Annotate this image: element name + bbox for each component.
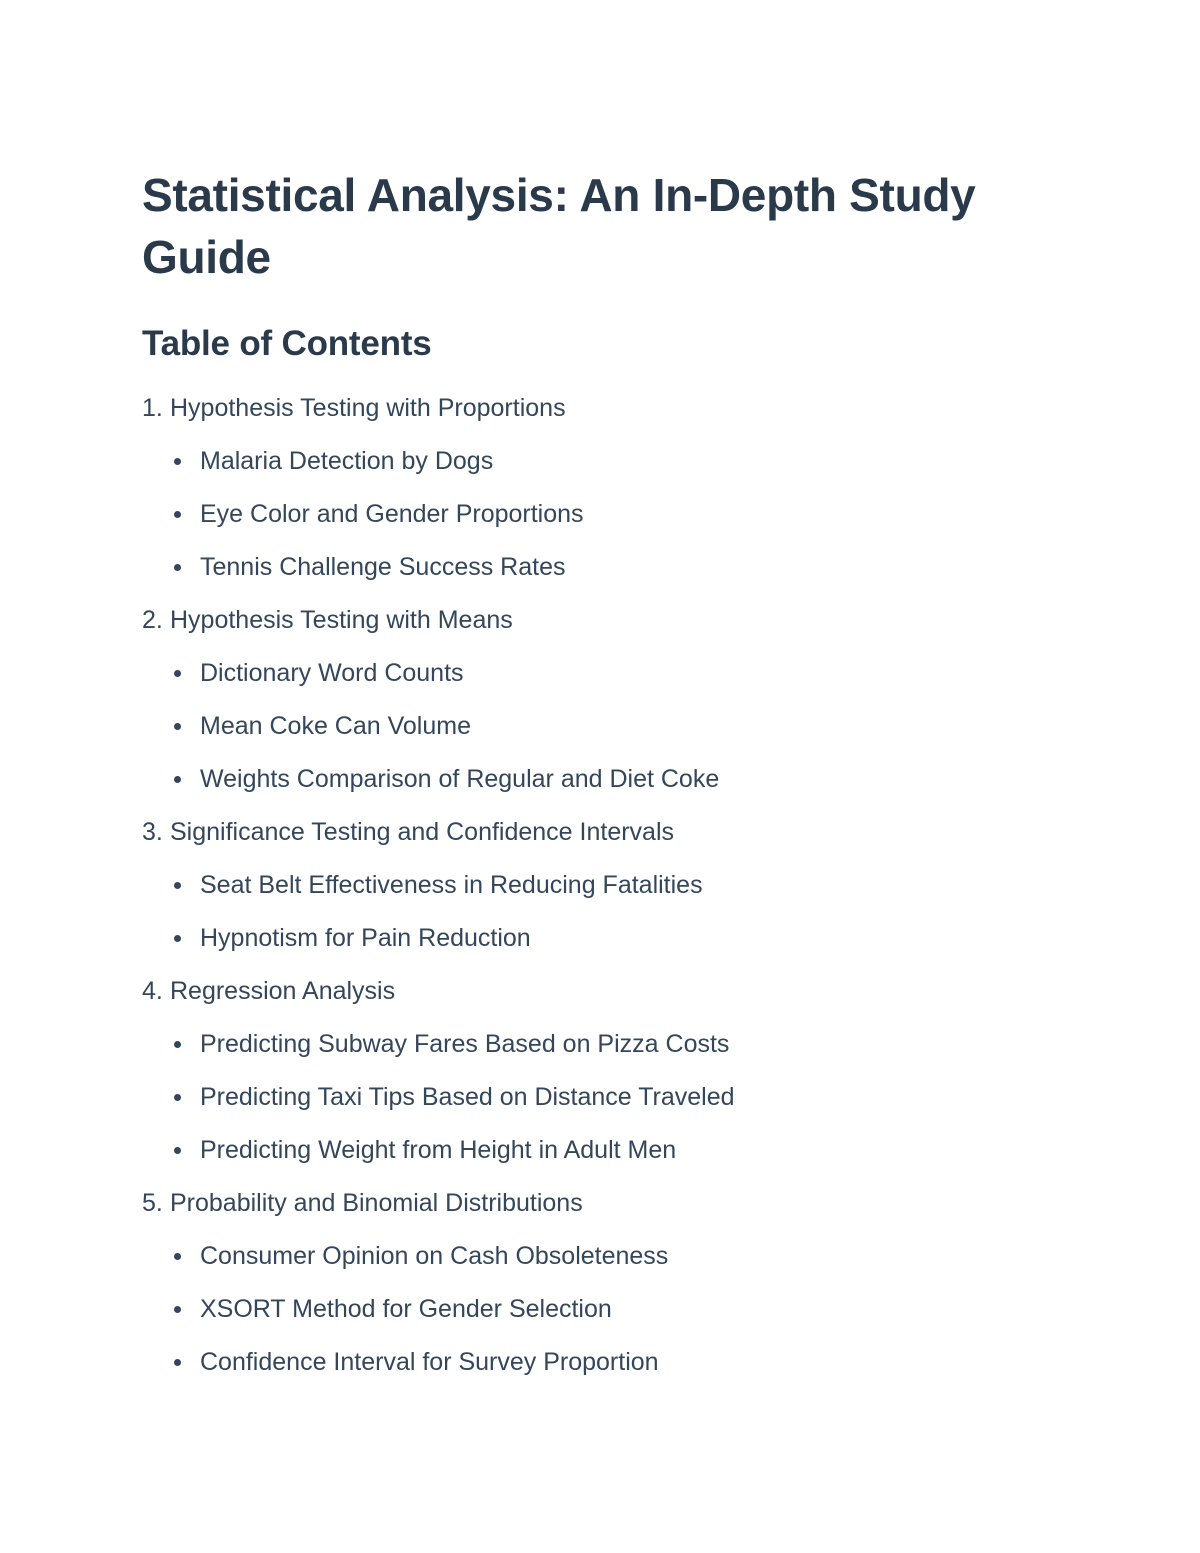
bullet-icon (174, 511, 181, 518)
bullet-icon (174, 564, 181, 571)
bullet-icon (174, 670, 181, 677)
toc-heading: Table of Contents (142, 324, 432, 363)
toc-subitem (142, 502, 1062, 555)
toc-subitem (142, 1032, 1062, 1085)
toc-subitem-label: Eye Color and Gender Proportions (200, 500, 584, 528)
bullet-icon (174, 776, 181, 783)
bullet-icon (174, 1094, 181, 1101)
toc-section-number: 2. (142, 606, 163, 634)
document-page (142, 164, 1062, 1403)
toc-section-number: 3. (142, 818, 163, 846)
toc-section-5 (142, 1191, 1062, 1403)
toc-section-number: 4. (142, 977, 163, 1005)
toc-section-title (142, 1191, 1062, 1244)
toc-subitem-label: Weights Comparison of Regular and Diet Coke (200, 765, 720, 793)
toc-section-title (142, 979, 1062, 1032)
bullet-icon (174, 882, 181, 889)
toc-section-label: Hypothesis Testing with Means (170, 606, 513, 634)
toc-section-title (142, 608, 1062, 661)
toc-subitem (142, 1085, 1062, 1138)
toc-section-number: 1. (142, 394, 163, 422)
toc-subitem (142, 714, 1062, 767)
bullet-icon (174, 458, 181, 465)
toc-section-title (142, 396, 1062, 449)
toc-section-3 (142, 820, 1062, 979)
toc-subitem-label: Predicting Weight from Height in Adult Men (200, 1136, 677, 1164)
toc-section-label: Significance Testing and Confidence Intervals (170, 818, 675, 846)
toc-subitem-label: Predicting Subway Fares Based on Pizza Costs (200, 1030, 730, 1058)
toc-subitem-label: Predicting Taxi Tips Based on Distance Traveled (200, 1083, 735, 1111)
toc-section-2 (142, 608, 1062, 820)
toc-subitem-label: Dictionary Word Counts (200, 659, 464, 687)
toc-subitem (142, 1350, 1062, 1403)
toc-subitem (142, 767, 1062, 820)
toc-section-label: Regression Analysis (170, 977, 396, 1005)
toc-subsection-list (142, 1244, 1062, 1403)
bullet-icon (174, 1147, 181, 1154)
toc-section-title (142, 820, 1062, 873)
bullet-icon (174, 1359, 181, 1366)
bullet-icon (174, 1306, 181, 1313)
toc-subitem-label: XSORT Method for Gender Selection (200, 1295, 612, 1323)
toc-subitem-label: Mean Coke Can Volume (200, 712, 471, 740)
toc-subitem-label: Tennis Challenge Success Rates (200, 553, 566, 581)
toc-subitem (142, 1138, 1062, 1191)
toc-subitem (142, 926, 1062, 979)
toc-subitem-label: Confidence Interval for Survey Proportion (200, 1348, 659, 1376)
bullet-icon (174, 935, 181, 942)
toc-subsection-list (142, 1032, 1062, 1191)
table-of-contents (142, 396, 1062, 1403)
toc-subitem (142, 1244, 1062, 1297)
toc-subitem-label: Seat Belt Effectiveness in Reducing Fatalities (200, 871, 703, 899)
toc-section-4 (142, 979, 1062, 1191)
bullet-icon (174, 723, 181, 730)
toc-subitem (142, 1297, 1062, 1350)
toc-section-label: Hypothesis Testing with Proportions (170, 394, 566, 422)
toc-subitem (142, 661, 1062, 714)
toc-subitem-label: Malaria Detection by Dogs (200, 447, 494, 475)
bullet-icon (174, 1253, 181, 1260)
toc-subitem (142, 873, 1062, 926)
toc-section-label: Probability and Binomial Distributions (170, 1189, 583, 1217)
toc-section-number: 5. (142, 1189, 163, 1217)
toc-subitem-label: Hypnotism for Pain Reduction (200, 924, 531, 952)
toc-section-1 (142, 396, 1062, 608)
toc-subitem (142, 555, 1062, 608)
document-title: Statistical Analysis: An In-Depth Study Guide (142, 169, 976, 283)
toc-subsection-list (142, 449, 1062, 608)
toc-subitem-label: Consumer Opinion on Cash Obsoleteness (200, 1242, 669, 1270)
bullet-icon (174, 1041, 181, 1048)
toc-subsection-list (142, 661, 1062, 820)
toc-subitem (142, 449, 1062, 502)
toc-subsection-list (142, 873, 1062, 979)
